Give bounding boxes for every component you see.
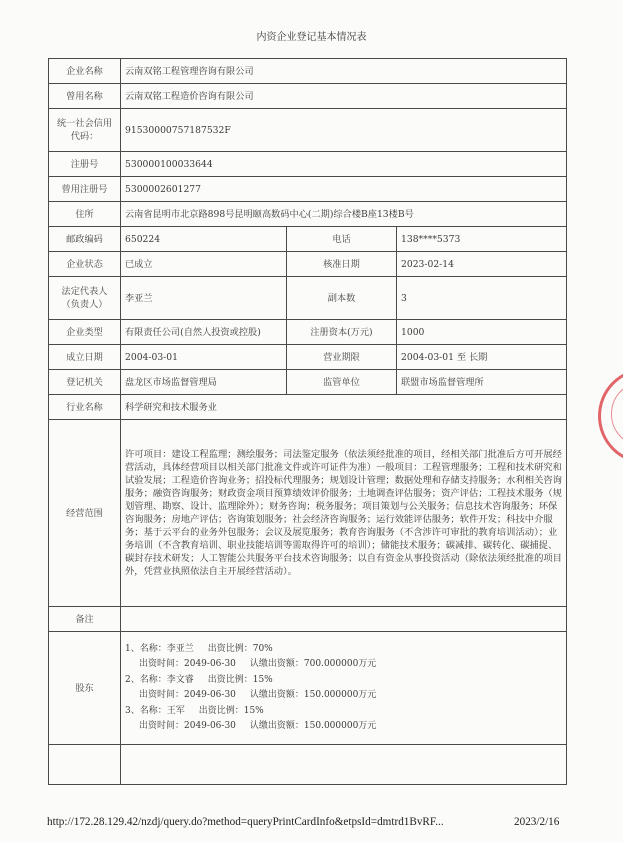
registration-table — [48, 58, 567, 785]
supervisor-label: 监管单位 — [287, 370, 397, 395]
shareholder-ratio: 出资比例：15% — [207, 674, 273, 685]
address-label: 住所 — [49, 202, 121, 227]
approval-date-label: 核准日期 — [287, 252, 397, 277]
former-reg-no-value: 5300002601277 — [121, 177, 567, 202]
credit-code-value: 91530000757187532F — [121, 109, 567, 152]
copies-label: 副本数 — [287, 277, 397, 320]
industry-value: 科学研究和技术服务业 — [121, 395, 567, 420]
founded-value: 2004-03-01 — [121, 345, 287, 370]
scope-label: 经营范围 — [49, 420, 121, 607]
former-reg-no-label: 曾用注册号 — [49, 177, 121, 202]
shareholders-label: 股东 — [49, 632, 121, 745]
legal-rep-label: 法定代表人（负责人） — [49, 277, 121, 320]
term-value: 2004-03-01 至 长期 — [397, 345, 567, 370]
authority-label: 登记机关 — [49, 370, 121, 395]
term-label: 营业期限 — [287, 345, 397, 370]
footer-date: 2023/2/16 — [514, 816, 560, 828]
industry-label: 行业名称 — [49, 395, 121, 420]
remarks-label: 备注 — [49, 607, 121, 632]
shareholder-ratio: 出资比例：15% — [198, 705, 264, 716]
type-value: 有限责任公司(自然人投资或控股) — [121, 320, 287, 345]
shareholder-item — [125, 673, 562, 704]
capital-value: 1000 — [397, 320, 567, 345]
phone-value: 138****5373 — [397, 227, 567, 252]
founded-label: 成立日期 — [49, 345, 121, 370]
shareholder-amount: 认缴出资额：150.000000万元 — [249, 721, 377, 731]
former-name-value: 云南双铭工程造价咨询有限公司 — [121, 84, 567, 109]
shareholder-name: 1、名称：李亚兰 — [125, 643, 194, 654]
reg-no-label: 注册号 — [49, 152, 121, 177]
phone-label: 电话 — [287, 227, 397, 252]
shareholder-item — [125, 704, 562, 735]
shareholder-time: 出资时间：2049-06-30 — [139, 690, 236, 700]
shareholder-name: 2、名称：李文睿 — [125, 674, 194, 685]
copies-value: 3 — [397, 277, 567, 320]
legal-rep-value: 李亚兰 — [121, 277, 287, 320]
footer-url[interactable]: http://172.28.129.42/nzdj/query.do?method=queryPrintCardInfo&etpsId=dmtrd1BvRF... — [47, 816, 444, 828]
type-label: 企业类型 — [49, 320, 121, 345]
scope-value: 许可项目：建设工程监理；测绘服务；司法鉴定服务（依法须经批准的项目，经相关部门批准后方可开展经营活动，具体经营项目以相关部门批准文件或许可证件为准）一般项目：工程管理服务；工程和技术研究和试验发展；工程造价咨询业务；招投标代理服务；规划设计管理；数据处理和存储支持服务；水利相关咨询服务；融资咨询服务；财政资金项目预算绩效评价服务；土地调查评估服务；资产评估；工程技术服务（规划管理、勘察、设计、监理除外）；财务咨询；税务服务；项目策划与公关服务；信息技术咨询服务；环保咨询服务；房地产评估；咨询策划服务；社会经济咨询服务；运行效能评估服务；软件开发；科技中介服务；基于云平台的业务外包服务；会议及展览服务；教育咨询服务（不含涉许可审批的教育培训活动）；业务培训（不含教育培训、职业技能培训等需取得许可的培训）；储能技术服务；碳减排、碳转化、碳捕捉、碳封存技术研发；人工智能公共服务平台技术咨询服务；以自有资金从事投资活动（除依法须经批准的项目外，凭营业执照依法自主开展经营活动）。 — [121, 420, 567, 607]
credit-code-label: 统一社会信用代码： — [49, 109, 121, 152]
address-value: 云南省昆明市北京路898号昆明颐高数码中心(二期)综合楼B座13楼B号 — [121, 202, 567, 227]
shareholder-amount: 认缴出资额：700.000000万元 — [249, 659, 377, 669]
status-label: 企业状态 — [49, 252, 121, 277]
blank-value-cell — [121, 745, 567, 785]
shareholder-amount: 认缴出资额：150.000000万元 — [249, 690, 377, 700]
authority-value: 盘龙区市场监督管理局 — [121, 370, 287, 395]
capital-label: 注册资本(万元) — [287, 320, 397, 345]
shareholder-time: 出资时间：2049-06-30 — [139, 659, 236, 669]
shareholder-ratio: 出资比例：70% — [207, 643, 273, 654]
company-name-value: 云南双铭工程管理咨询有限公司 — [121, 59, 567, 84]
shareholder-name: 3、名称：王军 — [125, 705, 185, 716]
former-name-label: 曾用名称 — [49, 84, 121, 109]
status-value: 已成立 — [121, 252, 287, 277]
remarks-value — [121, 607, 567, 632]
approval-date-value: 2023-02-14 — [397, 252, 567, 277]
shareholders-list — [121, 632, 567, 745]
postcode-value: 650224 — [121, 227, 287, 252]
supervisor-value: 联盟市场监督管理所 — [397, 370, 567, 395]
official-seal — [598, 368, 623, 464]
shareholder-time: 出资时间：2049-06-30 — [139, 721, 236, 731]
reg-no-value: 530000100033644 — [121, 152, 567, 177]
postcode-label: 邮政编码 — [49, 227, 121, 252]
document-title: 内资企业登记基本情况表 — [256, 32, 367, 43]
company-name-label: 企业名称 — [49, 59, 121, 84]
blank-label-cell — [49, 745, 121, 785]
shareholder-item — [125, 642, 562, 673]
